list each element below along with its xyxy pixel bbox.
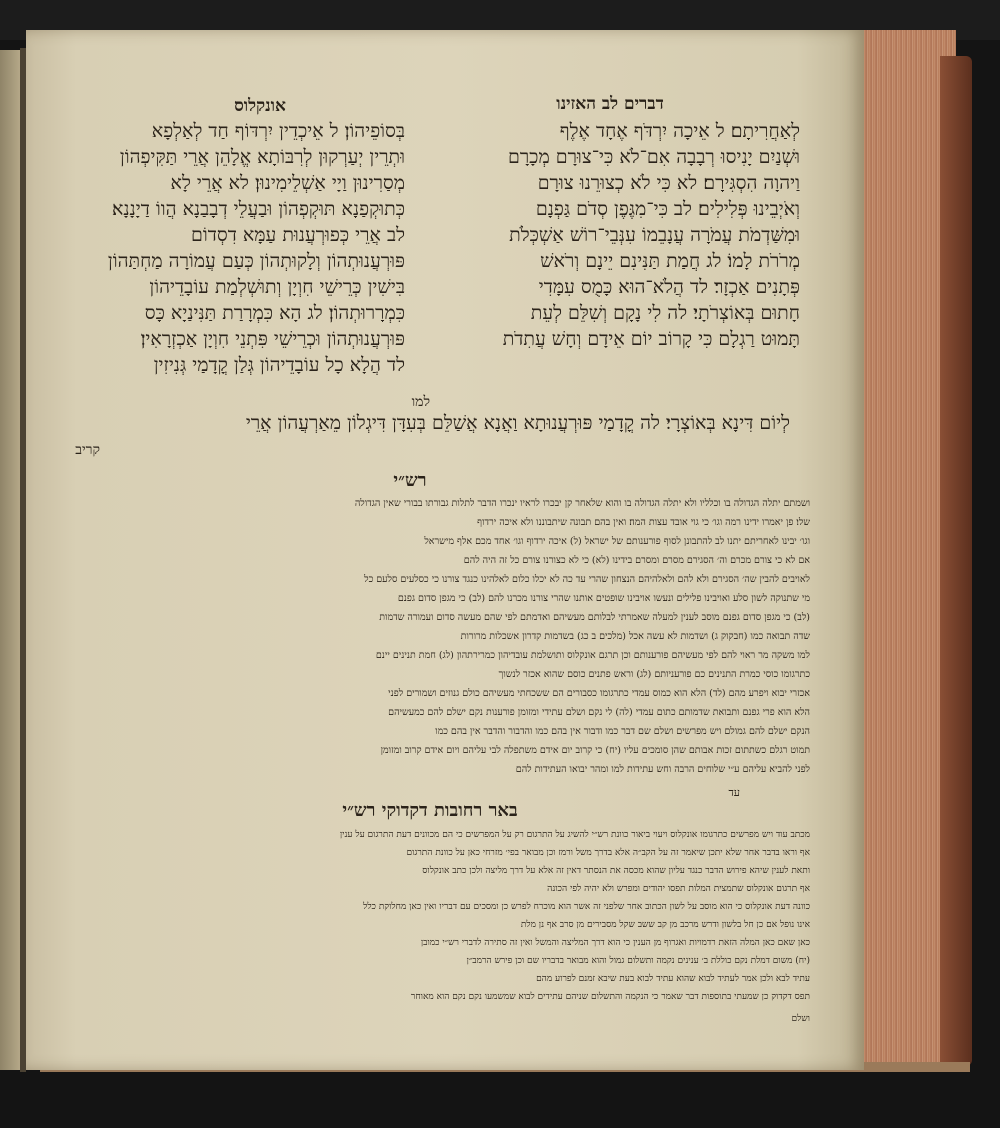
rashi-line: תמוט רגלם כשתתום זכות אבותם שהן סומכים עליו (יח) כי קרוב יום אידם משתפלה לבי עליהם ויום אידם קרוב ומזומן: [380, 745, 810, 756]
rashi-line: אכזרי יבוא ויפרע מהם (לד) הלא הוא כמוס עמדי כתרגומו כסבורים הם ששכחתי מעשיהם כולם גנוזים ושמורים לפני: [388, 688, 810, 699]
beer-line: כוונה דעת אונקלוס כי הוא מוסב על לשון הכתוב אחר שלפני זה אשר הוא מוכרח לפרש כן ומסכים עם דבריו ואין כאן מחלוקת כלל: [363, 902, 810, 912]
beer-line: אף וראו בדבר אחר שלא יתכן שיאמר זה על הקב״ה אלא בדרך משל ורמז וכן מבואר בפי׳ מזרחי כאן על כוונת התרגום: [406, 848, 810, 858]
rashi-line: שלו׃ פן יאמרו ידינו רמה וגו׳ כי גוי אובד עצות המה׃ ואין בהם תבונה שיתבוננו ולא איכה ירדוף: [477, 517, 810, 528]
rashi-line: הלא הוא פרי גפנם ותבואת שדמותם כתום עמדי (לה) לי נקם ושלם עתידי ומזומן פורענות נקם ישלם להם כמעשיהם: [388, 707, 810, 718]
rashi-line: (לב) כי מגפן סדום גפנם מוסב לענין למעלה שאמרתי לבלותם מעשיהם ואדמתם לפי שהם מעשה סדום ועמורה שדמות: [379, 612, 810, 623]
previous-page-edge: [0, 50, 22, 1070]
rashi-line: שדה תבואה כמו (חבקוק ג) ושדמות לא עשה אכל (מלכים ב כג) בשדמות קדרון אשכלות מרורות: [460, 631, 810, 642]
onkelos-line: פּוּרְעֲנוּתְהוֹן וְלָקוּתְהוֹן כְּעַם עֲמוֹרָה מַחְתַּהוֹן: [107, 250, 405, 272]
torah-line: פְּתָנִים אַכְזָר׃ לד הֲלֹא־הוּא כָּמֻס עִמָּדִי: [538, 276, 800, 298]
beer-line: כאן שאם כאן המלה הזאת רדמויות ואגרוף מן הענין כי הוא דרך המליצה והמשל ואין זה סתירה לדברי רש״י כמובן: [420, 938, 810, 948]
rashi-line: ושמתם יתלה הגדולה בו וכלליו ולא יתלה הגדולה בו והוא שלאחר קן יבכרו לראיו ינכרו הדבר לתלות גבורתו בבורי שאין הגדולה: [354, 498, 810, 509]
torah-text-column: [420, 118, 800, 352]
torah-line: מְרֹרֹת לָמוֹ׃ לג חֲמַת תַּנִּינִם יֵינָם וְרֹאשׁ: [540, 250, 800, 272]
rashi-catchword: עד: [728, 786, 740, 799]
onkelos-line: לב אֲרֵי כְּפוּרְעֲנוּת עַמָּא דִסְדוֹם: [191, 224, 405, 246]
beer-line: עתיד לבא ולכן אמר לעתיד לבוא שהוא עתיד לבוא בעת שיבא זמנם לפרוע מהם: [536, 974, 810, 984]
rashi-line: וגו׳ יבינו לאחריתם יתנו לב להתבונן לסוף פורענותם של ישראל (ל) איכה ירדוף וגו׳ אחד מכם אלף מישראל: [424, 536, 810, 547]
onkelos-line: בְּסוֹפֵיהוֹן׃ ל אֵיכְדֵין יִרְדּוֹף חַד לְאַלְפָא: [151, 120, 405, 142]
torah-line: וּמִשַּׁדְמֹת עֲמֹרָה עֲנָבֵמוֹ עִנְּבֵי־רוֹשׁ אַשְׁכְּלֹת: [509, 224, 800, 246]
torah-line: חָתוּם בְּאוֹצְרֹתָי׃ לה לִי נָקָם וְשִׁלֵּם לְעֵת: [530, 302, 800, 324]
torah-line: תָּמוּט רַגְלָם כִּי קָרוֹב יוֹם אֵידָם וְחָשׁ עֲתִדֹת: [502, 328, 800, 350]
beer-line: תפס דקדוק כן שמעתי בתוספות דבר שאמר כי הנקמה והתשלום שניהם עתידים לבוא שמשמעו נקם נקם הוא מאוחר: [410, 992, 810, 1002]
rashi-title: רש״י: [393, 470, 427, 491]
onkelos-line: כִּמְרָרוּתְהוֹן׃ לג הָא כִּמְרָרַת תַּנִּינַיָא כָּס: [144, 302, 405, 324]
beer-rechovot-title: באר רחובות דקדוקי רש״י: [342, 800, 518, 821]
rashi-line: כתרגומו כוסי כמרת התנינים כם פורעניותם (לג) וראש פתנים כוסם שהוא אכזר לנשוך: [498, 669, 810, 680]
onkelos-line: לד הֲלָא כָל עוֹבָדֵיהוֹן גְּלַן קֳדָמַי גְּנִיזִין: [153, 354, 405, 376]
beer-line: מכתב עוד ויש מפרשים כתרגומו אונקלוס ויעוי ביאור כוונת רש״י להשיג על התרגום רק על המפרשים כי הם מכוונים דעת התרגום על ענין: [339, 830, 810, 840]
torah-line: וּשְׁנַיִם יָנִיסוּ רְבָבָה אִם־לֹא כִּי־צוּרָם מְכָרָם: [507, 146, 800, 168]
torah-line: לְאַחֲרִיתָם׃ ל אֵיכָה יִרְדֹּף אֶחָד אֶלֶף: [559, 120, 800, 142]
beer-line: אף תרגום אונקלוס שתמצית המלות תפסו יהודים ומפרש ולא יהיה לפי הכונה: [547, 884, 810, 894]
rashi-line: הנקם ישלם להם גמולם ויש מפרשים ושלם שם דבר כמו ודבור אין בהם כמו והדבור והדבר אין בהם כמו: [435, 726, 810, 737]
rashi-commentary: [40, 494, 810, 779]
onkelos-continuation-line: לְיוֹם דִּינָא בְּאוֹצְרָי׃ לה קֳדָמַי פּוּרְעֲנוּתָא וַאֲנָא אֲשַׁלֵּם בְּעִדָּן דִּיגְלוֹן מֵאַרְעֲהוֹן אֲרֵי: [245, 412, 790, 434]
beer-line: אינו נופל אם כן חל בלשון ודרש מרכב מן קב ששב שקל מסבירים מן סרב אף נן מלת: [520, 920, 810, 930]
onkelos-line: בִּישִׁין כְּרֵישֵׁי חִוְיָן וְתוּשְׁלְמַת עוֹבָדֵיהוֹן: [149, 276, 405, 298]
torah-line: וְאֹיְבֵינוּ פְּלִילִים׃ לב כִּי־מִגֶּפֶן סְדֹם גַּפְנָם: [535, 198, 800, 220]
rashi-line: לאויבים להבין שה׳ הסגירם ולא להם ולאלהיהם הנצחון שהרי עד כה לא יכלו כלום לאלהינו כנגד צורנו כי כסלעים סלעם כל: [364, 574, 810, 585]
book-cover-edge: [940, 56, 972, 1066]
rashi-line: מי שתנוקה לשון סלע ואויבינו פלילים ונעשו אויבינו שופטים אותנו שהרי צורנו מכרנו להם (לב) כי מגפן סדום גפנם: [397, 593, 810, 604]
beer-rechovot-commentary: [40, 826, 810, 1006]
torah-line: וַיהוָה הִסְגִּירָם׃ לא כִּי לֹא כְצוּרֵנוּ צוּרָם: [537, 172, 800, 194]
onkelos-text-column: [40, 118, 405, 378]
torah-catchword: למו: [411, 394, 430, 410]
beer-line: (יח) משום דמלת נקם כוללת ב׳ ענינים נקמה ותשלום גמול והוא מבואר בדבריו שם וכן פירש הרמב״ן: [466, 956, 810, 966]
onkelos-line: כְּתוּקְפַנָא תּוּקְפְהוֹן וּבַעֲלֵי דְבָבַנָא הֲווֹ דַיָנָנָא׃: [111, 198, 405, 220]
beer-line: ותאת לענין שיהא פירוש הדבר כנגד עליון שהוא מכסה את הנסתר דאין זה אלא על דרך מליצה ולכן כתב אונקלוס: [422, 866, 810, 876]
onkelos-line: מְסַרִינוּן וַיָי אַשְׁלֵימִינוּן׃ לא אֲרֵי לָא: [170, 172, 405, 194]
rashi-line: אם לא כי צורם מכרם וה׳ הסגירם מסרם ומסרם בידינו (לא) כי לא כצורנו צורם כל זה היה להם: [463, 555, 810, 566]
rashi-line: לפני להביא עליהם ע״י שלוחים הרבה וחש עתידות למו ומהר יבואו העתידות להם: [515, 764, 810, 775]
onkelos-line: וּתְרֵין יְעַרְקוּן לְרִבּוֹתָא אֱלָהֵן אֲרֵי תַּקִּיפְהוֹן: [119, 146, 405, 168]
left-running-header: אונקלוס: [234, 96, 286, 116]
beer-last-word: ושלם: [791, 1014, 810, 1024]
onkelos-line: פּוּרְעֲנוּתְהוֹן וּכְרֵישֵׁי פִּתְנֵי חִוְיָן אַכְזְרָאִין׃: [140, 328, 405, 350]
rashi-line: למו משקה מר ראוי להם לפי מעשיהם פורענותם וכן תרגם אונקלוס ותושלמת עובדיהון כמרירתהון (לג) חמת תנינים יינם: [375, 650, 810, 661]
right-running-header: דברים לב האזינו: [556, 94, 664, 114]
onkelos-catchword: קריב: [75, 442, 100, 458]
